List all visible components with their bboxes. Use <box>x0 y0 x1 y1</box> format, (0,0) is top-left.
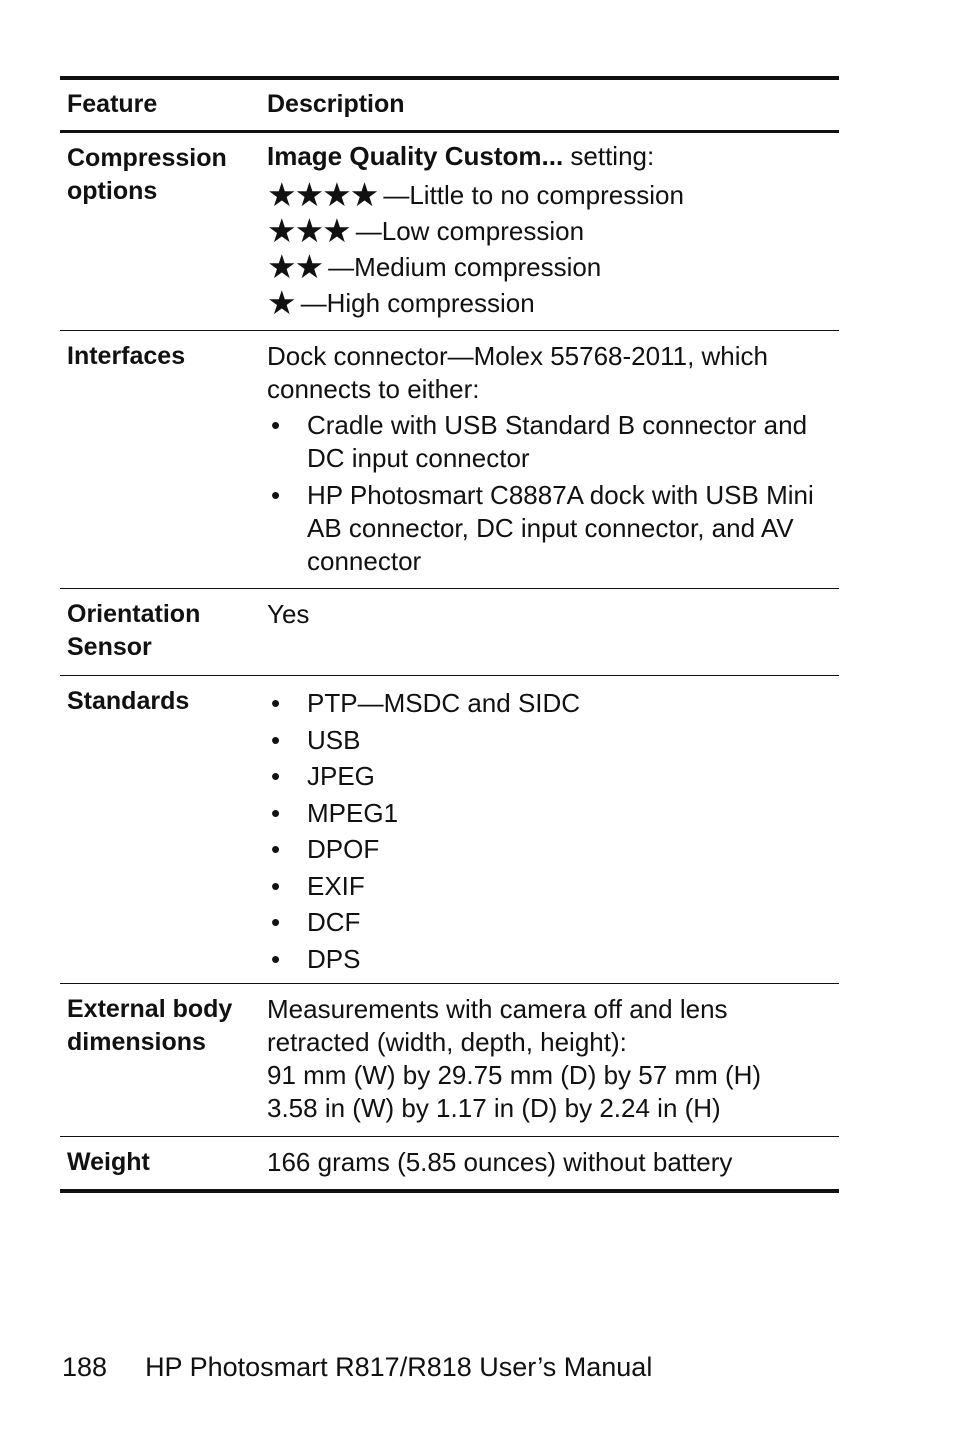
list-item-text: Cradle with USB Standard B connector and DC input connector <box>307 410 808 473</box>
interfaces-intro: Dock connector—Molex 55768-2011, which connects to either: <box>267 341 769 404</box>
row-label: Compression options <box>67 144 227 205</box>
table-row-dimensions <box>60 984 839 1137</box>
list-item: • JPEG <box>271 761 375 791</box>
list-item: • Cradle with USB Standard B connector and DC input connector <box>271 410 808 473</box>
dimensions-metric: 91 mm (W) by 29.75 mm (D) by 57 mm (H) <box>267 1060 762 1090</box>
compression-intro <box>267 142 839 177</box>
row-description <box>267 133 839 330</box>
header-description: Description <box>267 90 405 118</box>
compression-level <box>267 249 839 285</box>
row-description: 166 grams (5.85 ounces) without battery <box>267 1147 733 1177</box>
compression-text: —Medium compression <box>328 252 602 282</box>
row-description: Yes <box>267 599 310 629</box>
star-rating-icon: ★★★ <box>267 211 350 250</box>
list-item: • EXIF <box>271 870 365 901</box>
table-header-row <box>60 80 839 133</box>
compression-level <box>267 177 839 213</box>
list-item-text: HP Photosmart C8887A dock with USB Mini AB connector, DC input connector, and AV connector <box>307 480 814 576</box>
row-description <box>267 331 839 588</box>
list-item: • DPS <box>271 943 361 974</box>
star-rating-icon: ★ <box>267 283 295 322</box>
row-description <box>267 984 839 1136</box>
setting-suffix: setting: <box>563 141 655 171</box>
page-footer <box>62 1352 652 1383</box>
list-item: • DPOF <box>271 834 380 864</box>
manual-title: HP Photosmart R817/R818 User’s Manual <box>145 1352 653 1382</box>
compression-level <box>267 285 839 321</box>
list-item: • DCF <box>271 907 361 937</box>
header-feature: Feature <box>67 90 158 118</box>
interfaces-list <box>267 409 829 578</box>
row-description <box>267 676 839 983</box>
list-item: • MPEG1 <box>271 797 399 828</box>
compression-text: —Low compression <box>355 216 585 246</box>
table-row-standards <box>60 676 839 984</box>
compression-text: —High compression <box>300 288 535 318</box>
table-row-interfaces <box>60 331 839 589</box>
spec-table <box>60 76 839 1193</box>
list-item: • HP Photosmart C8887A dock with USB Mini AB connector, DC input connector, and AV connector <box>271 480 814 576</box>
row-label: Interfaces <box>67 342 186 370</box>
row-label: Standards <box>67 687 190 715</box>
table-row-weight <box>60 1137 839 1189</box>
table-row-orientation <box>60 589 839 676</box>
row-label: External body dimensions <box>67 995 233 1056</box>
list-item: • PTP—MSDC and SIDC <box>271 688 581 718</box>
page-number: 188 <box>62 1352 108 1382</box>
list-item: • USB <box>271 724 361 755</box>
compression-text: —Little to no compression <box>383 180 684 210</box>
star-rating-icon: ★★★★ <box>267 175 378 214</box>
setting-name: Image Quality Custom... <box>267 141 564 171</box>
star-rating-icon: ★★ <box>267 247 323 286</box>
dimensions-imperial: 3.58 in (W) by 1.17 in (D) by 2.24 in (H) <box>267 1093 721 1123</box>
row-label: Weight <box>67 1148 150 1176</box>
standards-list <box>267 685 839 977</box>
row-label: Orientation Sensor <box>67 600 201 661</box>
compression-level <box>267 213 839 249</box>
dimensions-note: Measurements with camera off and lens retracted (width, depth, height): <box>267 994 728 1057</box>
table-row-compression <box>60 133 839 331</box>
